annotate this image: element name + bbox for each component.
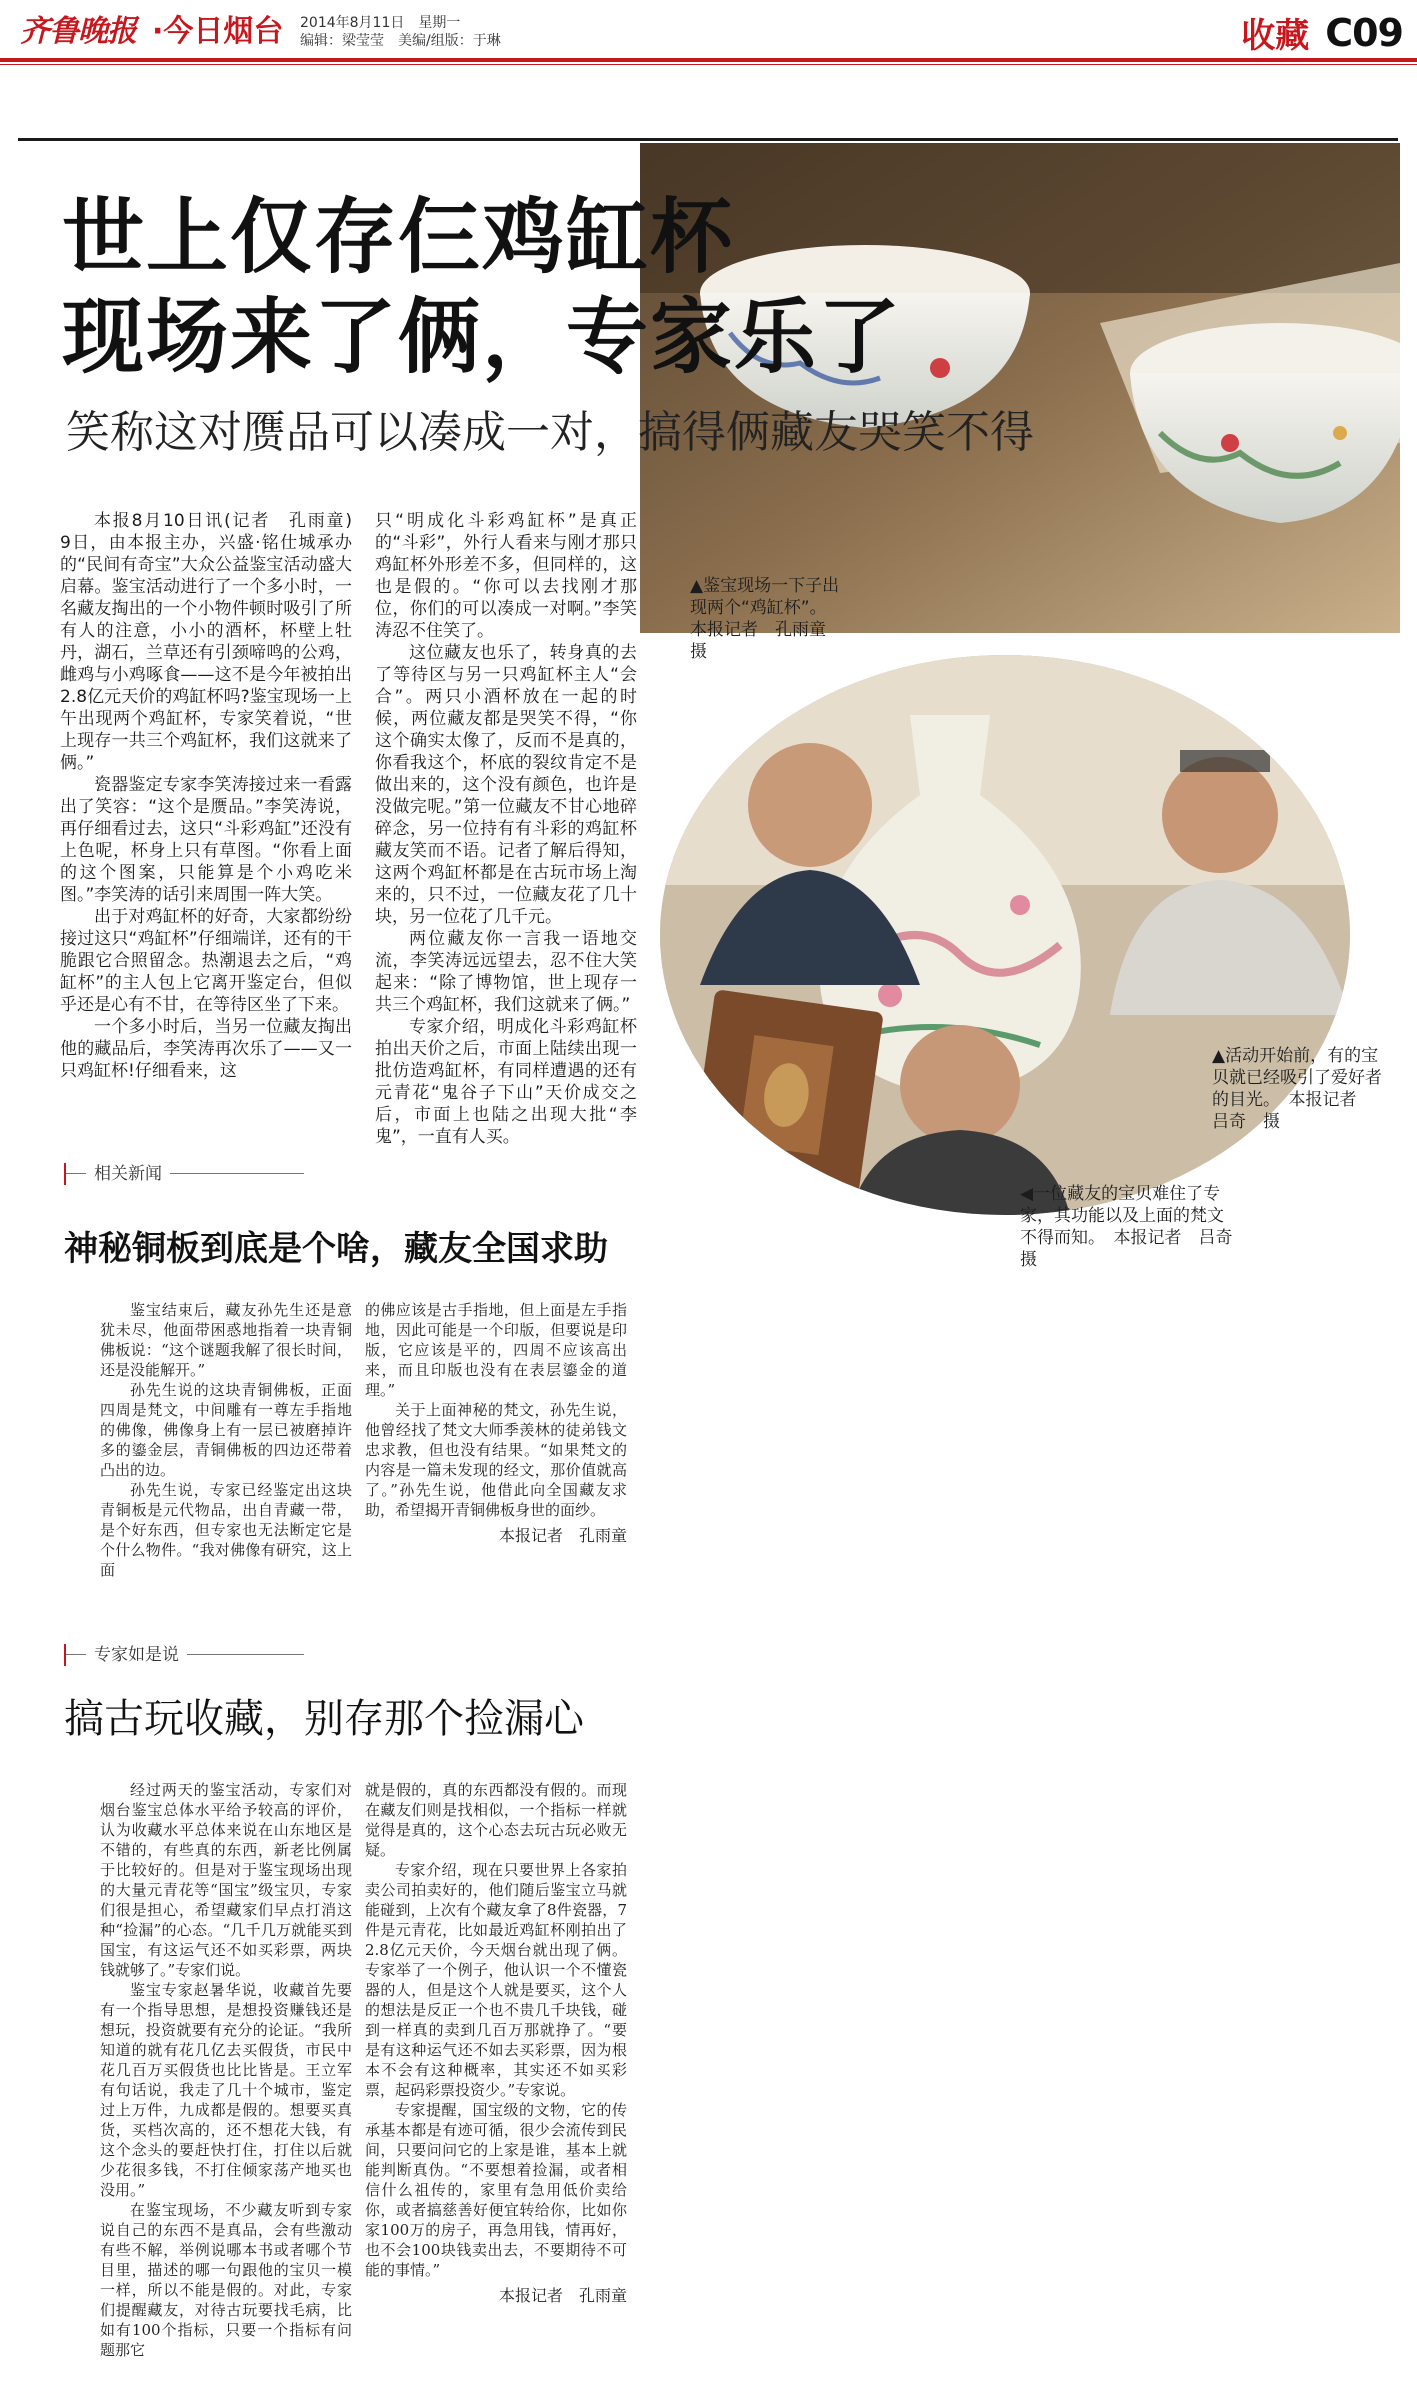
editor-line: 编辑：梁莹莹 美编/组版：于琳 [300, 33, 501, 49]
category-label: 收藏 [1241, 16, 1310, 56]
paragraph: 出于对鸡缸杯的好奇，大家都纷纷接过这只“鸡缸杯”仔细端详，还有的干脆跟它合照留念。热潮退去之后，“鸡缸杯”的主人包上它离开鉴定台，但似乎还是心有不甘，在等待区坐了下来。 [60, 907, 352, 1015]
related-column-1 [100, 1300, 352, 1580]
expert-label: 专家如是说 [86, 1644, 187, 1666]
story-top-rule [18, 138, 1398, 141]
subheadline: 笑称这对赝品可以凑成一对，搞得俩藏友哭笑不得 [66, 407, 1034, 458]
paragraph: 鉴宝专家赵暑华说，收藏首先要有一个指导思想，是想投资赚钱还是想玩，投资就要有充分的论证。“我所知道的就有花几亿去买假货，市民中花几百万买假货也比比皆是。王立军有句话说，我走了几十个城市，鉴定过上万件，九成都是假的。想要买真货，买档次高的，还不想花大钱，有这个念头的要赶快打住，打住以后就少花很多钱，不打住倾家荡产地买也没用。” [100, 1981, 352, 2199]
related-title: 神秘铜板到底是个啥，藏友全国求助 [64, 1229, 608, 1269]
section-label-expert [64, 1644, 374, 1666]
photo-caption-cups: ▲鉴宝现场一下子出现两个“鸡缸杯”。 本报记者 孔雨童 摄 [690, 576, 843, 662]
label-tick [64, 1644, 66, 1666]
paragraph: 在鉴宝现场，不少藏友听到专家说自己的东西不是真品，会有些激动有些不解，举例说哪本书或者哪个节目里，描述的哪一句跟他的宝贝一模一样，所以不能是假的。对此，专家们提醒藏友，对待古玩要找毛病，比如有100个指标，只要一个指标有问题那它 [100, 2201, 352, 2359]
expert-column-2 [365, 1780, 627, 2306]
label-tick [64, 1163, 66, 1185]
headline-line-1: 世上仅存仨鸡缸杯 [62, 190, 735, 285]
photo-caption-copper-plate: ◀一位藏友的宝贝难住了专家，其功能以及上面的梵文不得而知。 本报记者 吕奇 摄 [1020, 1184, 1250, 1270]
headline [62, 188, 902, 388]
page-tag [1241, 8, 1403, 57]
expert-column-1 [100, 1780, 352, 2360]
date-line: 2014年8月11日 星期一 [300, 15, 461, 31]
paragraph: 本报8月10日讯(记者 孔雨童) 9日，由本报主办，兴盛·铭仕城承办的“民间有奇宝”大众公益鉴宝活动盛大启幕。鉴宝活动进行了一个多小时，一名藏友掏出的一个小物件顿时吸引了所有人的注意，小小的酒杯，杯壁上牡丹，湖石，兰草还有引颈啼鸣的公鸡，雌鸡与小鸡啄食——这不是今年被拍出2.8亿元天价的鸡缸杯吗?鉴宝现场一上午出现两个鸡缸杯，专家笑着说，“世上现存一共三个鸡缸杯，我们这就来了俩。” [60, 511, 369, 773]
paragraph: 这位藏友也乐了，转身真的去了等待区与另一只鸡缸杯主人“会合”。两只小酒杯放在一起的时候，两位藏友都是哭笑不得，“你这个确实太像了，反而不是真的，你看我这个，杯底的裂纹肯定不是做出来的，这个没有颜色，也许是没做完呢。”第一位藏友不甘心地碎碎念，另一位持有有斗彩的鸡缸杯藏友笑而不语。记者了解后得知，这两个鸡缸杯都是在古玩市场上淘来的，只不过，一位藏友花了几十块，另一位花了几千元。 [375, 643, 637, 927]
related-label: 相关新闻 [86, 1163, 170, 1185]
paragraph: 的佛应该是古手指地，但上面是左手指地，因此可能是一个印版，但要说是印版，它应该是平的，四周不应该高出来，而且印版也没有在表层鎏金的道理。” [365, 1301, 627, 1399]
newspaper-logo: 齐鲁晚报 [20, 14, 136, 49]
paragraph: 专家提醒，国宝级的文物，它的传承基本都是有迹可循，很少会流传到民间，只要问问它的上家是谁，基本上就能判断真伪。“不要想着捡漏，或者相信什么祖传的，家里有急用低价卖给你，或者搞慈善好便宜转给你，比如你家100万的房子，再急用钱，情再好，也不会100块钱卖出去，不要期待不可能的事情。” [365, 2101, 627, 2279]
paragraph: 一个多小时后，当另一位藏友掏出他的藏品后，李笑涛再次乐了——又一只鸡缸杯!仔细看来，这 [60, 1017, 352, 1081]
paragraph: 就是假的，真的东西都没有假的。而现在藏友们则是找相似，一个指标一样就觉得是真的，这个心态去玩古玩必败无疑。 [365, 1781, 627, 1859]
section-name: ·今日烟台 [152, 14, 284, 49]
section-label-related [64, 1163, 374, 1185]
paragraph: 关于上面神秘的梵文，孙先生说，他曾经找了梵文大师季羡林的徒弟钱文忠求教，但也没有结果。“如果梵文的内容是一篇未发现的经文，那价值就高了。”孙先生说，他借此向全国藏友求助，希望揭开青铜佛板身世的面纱。 [365, 1401, 627, 1519]
page-number: C09 [1325, 10, 1403, 55]
expert-title: 搞古玩收藏，别存那个捡漏心 [64, 1696, 584, 1742]
paragraph: 鉴宝结束后，藏友孙先生还是意犹未尽，他面带困惑地指着一块青铜佛板说：“这个谜题我解了很长时间，还是没能解开。” [100, 1301, 352, 1379]
paragraph: 孙先生说，专家已经鉴定出这块青铜板是元代物品，出自青藏一带，是个好东西，但专家也无法断定它是个什么物件。“我对佛像有研究，这上面 [100, 1481, 352, 1579]
main-story-column-1 [60, 510, 369, 1082]
masthead-rule [0, 58, 1417, 62]
masthead-rule-thin [0, 64, 1417, 65]
main-story-column-2 [375, 510, 637, 1148]
photo-caption-vase: ▲活动开始前，有的宝贝就已经吸引了爱好者的目光。 本报记者 吕奇 摄 [1212, 1046, 1382, 1132]
related-byline: 本报记者 孔雨童 [498, 1526, 627, 1545]
issue-meta [300, 14, 501, 50]
headline-line-2: 现场来了俩，专家乐了 [62, 290, 903, 385]
related-column-2 [365, 1300, 627, 1546]
paragraph: 孙先生说的这块青铜佛板，正面四周是梵文，中间雕有一尊左手指地的佛像，佛像身上有一层已被磨掉许多的鎏金层，青铜佛板的四边还带着凸出的边。 [100, 1381, 352, 1479]
paragraph: 专家介绍，明成化斗彩鸡缸杯拍出天价之后，市面上陆续出现一批仿造鸡缸杯，有同样遭遇的还有元青花“鬼谷子下山”天价成交之后，市面上也陆之出现大批“李鬼”，一直有人买。 [375, 1017, 637, 1147]
paragraph: 瓷器鉴定专家李笑涛接过来一看露出了笑容：“这个是赝品。”李笑涛说，再仔细看过去，这只“斗彩鸡缸”还没有上色呢，杯身上只有草图。“你看上面的这个图案，只能算是个小鸡吃米图。”李笑涛的话引来周围一阵大笑。 [60, 775, 352, 905]
paragraph: 两位藏友你一言我一语地交流，李笑涛远远望去，忍不住大笑起来：“除了博物馆，世上现存一共三个鸡缸杯，我们这就来了俩。” [375, 929, 637, 1015]
paragraph: 经过两天的鉴宝活动，专家们对烟台鉴宝总体水平给予较高的评价，认为收藏水平总体来说在山东地区是不错的，有些真的东西，新老比例属于比较好的。但是对于鉴宝现场出现的大量元青花等“国宝”级宝贝，专家们很是担心，希望藏家们早点打消这种“捡漏”的心态。“几千几万就能买到国宝，有这运气还不如买彩票，两块钱就够了。”专家们说。 [100, 1781, 352, 1979]
paragraph: 专家介绍，现在只要世界上各家拍卖公司拍卖好的，他们随后鉴宝立马就能碰到，上次有个藏友拿了8件瓷器，7件是元青花，比如最近鸡缸杯刚拍出了2.8亿元天价，今天烟台就出现了俩。专家举了一个例子，他认识一个不懂瓷器的人，但是这个人就是要买，这个人的想法是反正一个也不贵几千块钱，碰到一样真的卖到几百万那就挣了。“要是有这种运气还不如去买彩票，因为根本不会有这种概率，其实还不如买彩票，起码彩票投资少。”专家说。 [365, 1861, 627, 2099]
paragraph: 只“明成化斗彩鸡缸杯”是真正的“斗彩”，外行人看来与刚才那只鸡缸杯外形差不多，但同样的，这也是假的。“你可以去找刚才那位，你们的可以凑成一对啊。”李笑涛忍不住笑了。 [375, 511, 637, 641]
expert-byline: 本报记者 孔雨童 [498, 2286, 627, 2305]
